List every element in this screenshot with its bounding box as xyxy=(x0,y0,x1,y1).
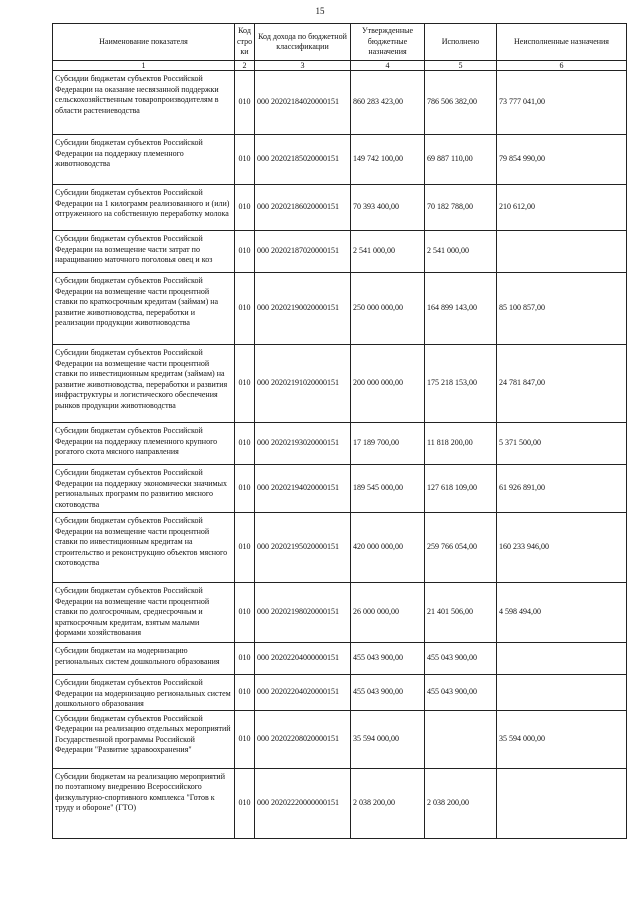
table-body xyxy=(53,71,627,839)
cell-executed: 70 182 788,00 xyxy=(425,185,497,231)
header-line-code: Код стро ки xyxy=(235,24,255,61)
cell-code: 000 20202184020000151 xyxy=(255,71,351,135)
cell-name: Субсидии бюджетам субъектов Российской Федерации на поддержку племенного крупного рогатого скота мясного направления xyxy=(53,423,235,465)
cell-code: 000 20202204000000151 xyxy=(255,643,351,675)
table-row xyxy=(53,423,627,465)
cell-name: Субсидии бюджетам субъектов Российской Федерации на возмещение части процентной ставки по инвестиционным кредитам на строительство и реконструкцию объектов мясного скотоводства xyxy=(53,513,235,583)
cell-approved: 420 000 000,00 xyxy=(351,513,425,583)
table-row xyxy=(53,465,627,513)
cell-approved: 2 541 000,00 xyxy=(351,231,425,273)
cell-code: 000 20202191020000151 xyxy=(255,345,351,423)
cell-code: 000 20202204020000151 xyxy=(255,675,351,711)
cell-line: 010 xyxy=(235,583,255,643)
cell-approved: 149 742 100,00 xyxy=(351,135,425,185)
cell-line: 010 xyxy=(235,135,255,185)
cell-executed: 164 899 143,00 xyxy=(425,273,497,345)
cell-code: 000 20202194020000151 xyxy=(255,465,351,513)
cell-name: Субсидии бюджетам субъектов Российской Федерации на поддержку экономически значимых региональных программ по развитию мясного скотоводства xyxy=(53,465,235,513)
cell-executed xyxy=(425,710,497,768)
header-unexecuted: Неисполненные назначения xyxy=(497,24,627,61)
cell-unexecuted xyxy=(497,643,627,675)
table-row xyxy=(53,185,627,231)
cell-line: 010 xyxy=(235,185,255,231)
cell-line: 010 xyxy=(235,675,255,711)
cell-line: 010 xyxy=(235,465,255,513)
table-row xyxy=(53,345,627,423)
cell-unexecuted: 24 781 847,00 xyxy=(497,345,627,423)
table-row xyxy=(53,135,627,185)
cell-line: 010 xyxy=(235,513,255,583)
cell-approved: 200 000 000,00 xyxy=(351,345,425,423)
cell-line: 010 xyxy=(235,768,255,838)
column-number: 3 xyxy=(255,61,351,71)
cell-name: Субсидии бюджетам субъектов Российской Федерации на возмещение части процентной ставки по инвестиционным кредитам (займам) на развитие животноводства, переработки и развития инфраструктуры и логистического обеспечения рынков продукции животноводства xyxy=(53,345,235,423)
cell-executed: 11 818 200,00 xyxy=(425,423,497,465)
table-row xyxy=(53,513,627,583)
cell-code: 000 20202198020000151 xyxy=(255,583,351,643)
cell-name: Субсидии бюджетам субъектов Российской Федерации на оказание несвязанной поддержки сельскохозяйственным товаропроизводителям в области растениеводства xyxy=(53,71,235,135)
cell-line: 010 xyxy=(235,231,255,273)
cell-executed: 127 618 109,00 xyxy=(425,465,497,513)
table-row xyxy=(53,583,627,643)
cell-unexecuted: 160 233 946,00 xyxy=(497,513,627,583)
header-row xyxy=(53,24,627,61)
cell-executed: 455 043 900,00 xyxy=(425,643,497,675)
cell-code: 000 20202186020000151 xyxy=(255,185,351,231)
table-row xyxy=(53,675,627,711)
cell-code: 000 20202185020000151 xyxy=(255,135,351,185)
cell-approved: 860 283 423,00 xyxy=(351,71,425,135)
table-row xyxy=(53,768,627,838)
cell-line: 010 xyxy=(235,710,255,768)
budget-execution-table xyxy=(52,23,627,839)
cell-executed: 2 038 200,00 xyxy=(425,768,497,838)
cell-line: 010 xyxy=(235,423,255,465)
column-number-row xyxy=(53,61,627,71)
column-number: 5 xyxy=(425,61,497,71)
page-number: 15 xyxy=(315,6,325,16)
cell-line: 010 xyxy=(235,345,255,423)
cell-unexecuted: 4 598 494,00 xyxy=(497,583,627,643)
cell-approved: 455 043 900,00 xyxy=(351,675,425,711)
cell-unexecuted xyxy=(497,231,627,273)
cell-name: Субсидии бюджетам на реализацию мероприятий по поэтапному внедрению Всероссийского физкультурно-спортивного комплекса "Готов к труду и обороне" (ГТО) xyxy=(53,768,235,838)
cell-approved: 455 043 900,00 xyxy=(351,643,425,675)
cell-approved: 35 594 000,00 xyxy=(351,710,425,768)
header-executed: Исполнено xyxy=(425,24,497,61)
table-row xyxy=(53,231,627,273)
cell-executed: 21 401 506,00 xyxy=(425,583,497,643)
cell-executed: 786 506 382,00 xyxy=(425,71,497,135)
cell-approved: 26 000 000,00 xyxy=(351,583,425,643)
header-income-code: Код дохода по бюджетной классификации xyxy=(255,24,351,61)
cell-code: 000 20202190020000151 xyxy=(255,273,351,345)
cell-unexecuted xyxy=(497,768,627,838)
cell-approved: 70 393 400,00 xyxy=(351,185,425,231)
header-name: Наименование показателя xyxy=(53,24,235,61)
cell-name: Субсидии бюджетам на модернизацию региональных систем дошкольного образования xyxy=(53,643,235,675)
cell-approved: 17 189 700,00 xyxy=(351,423,425,465)
cell-line: 010 xyxy=(235,71,255,135)
cell-unexecuted: 79 854 990,00 xyxy=(497,135,627,185)
table-row xyxy=(53,643,627,675)
table-row xyxy=(53,71,627,135)
cell-code: 000 20202195020000151 xyxy=(255,513,351,583)
table-row xyxy=(53,710,627,768)
cell-name: Субсидии бюджетам субъектов Российской Федерации на 1 килограмм реализованного и (или) отгруженного на собственную переработку молока xyxy=(53,185,235,231)
cell-unexecuted: 35 594 000,00 xyxy=(497,710,627,768)
cell-executed: 2 541 000,00 xyxy=(425,231,497,273)
cell-approved: 189 545 000,00 xyxy=(351,465,425,513)
cell-name: Субсидии бюджетам субъектов Российской Федерации на реализацию отдельных мероприятий Государственной программы Российской Федерации "Развитие здравоохранения" xyxy=(53,710,235,768)
cell-executed: 455 043 900,00 xyxy=(425,675,497,711)
cell-unexecuted xyxy=(497,675,627,711)
cell-line: 010 xyxy=(235,273,255,345)
column-number: 2 xyxy=(235,61,255,71)
column-number: 1 xyxy=(53,61,235,71)
cell-unexecuted: 85 100 857,00 xyxy=(497,273,627,345)
cell-unexecuted: 73 777 041,00 xyxy=(497,71,627,135)
table-row xyxy=(53,273,627,345)
cell-code: 000 20202208020000151 xyxy=(255,710,351,768)
cell-code: 000 20202187020000151 xyxy=(255,231,351,273)
cell-code: 000 20202220000000151 xyxy=(255,768,351,838)
cell-line: 010 xyxy=(235,643,255,675)
cell-executed: 69 887 110,00 xyxy=(425,135,497,185)
column-number: 6 xyxy=(497,61,627,71)
cell-executed: 175 218 153,00 xyxy=(425,345,497,423)
cell-executed: 259 766 054,00 xyxy=(425,513,497,583)
cell-name: Субсидии бюджетам субъектов Российской Федерации на поддержку племенного животноводства xyxy=(53,135,235,185)
cell-approved: 2 038 200,00 xyxy=(351,768,425,838)
cell-unexecuted: 61 926 891,00 xyxy=(497,465,627,513)
cell-code: 000 20202193020000151 xyxy=(255,423,351,465)
cell-unexecuted: 5 371 500,00 xyxy=(497,423,627,465)
cell-unexecuted: 210 612,00 xyxy=(497,185,627,231)
header-approved: Утвержденные бюджетные назначения xyxy=(351,24,425,61)
cell-name: Субсидии бюджетам субъектов Российской Федерации на возмещение части процентной ставки по долгосрочным, среднесрочным и краткосрочным кредитам, взятым малыми формами хозяйствования xyxy=(53,583,235,643)
cell-name: Субсидии бюджетам субъектов Российской Федерации на возмещение части процентной ставки по краткосрочным кредитам (займам) на развитие животноводства, переработки и реализации продукции животноводства xyxy=(53,273,235,345)
cell-approved: 250 000 000,00 xyxy=(351,273,425,345)
column-number: 4 xyxy=(351,61,425,71)
cell-name: Субсидии бюджетам субъектов Российской Федерации на возмещение части затрат по наращиванию маточного поголовья овец и коз xyxy=(53,231,235,273)
cell-name: Субсидии бюджетам субъектов Российской Федерации на модернизацию региональных систем дошкольного образования xyxy=(53,675,235,711)
